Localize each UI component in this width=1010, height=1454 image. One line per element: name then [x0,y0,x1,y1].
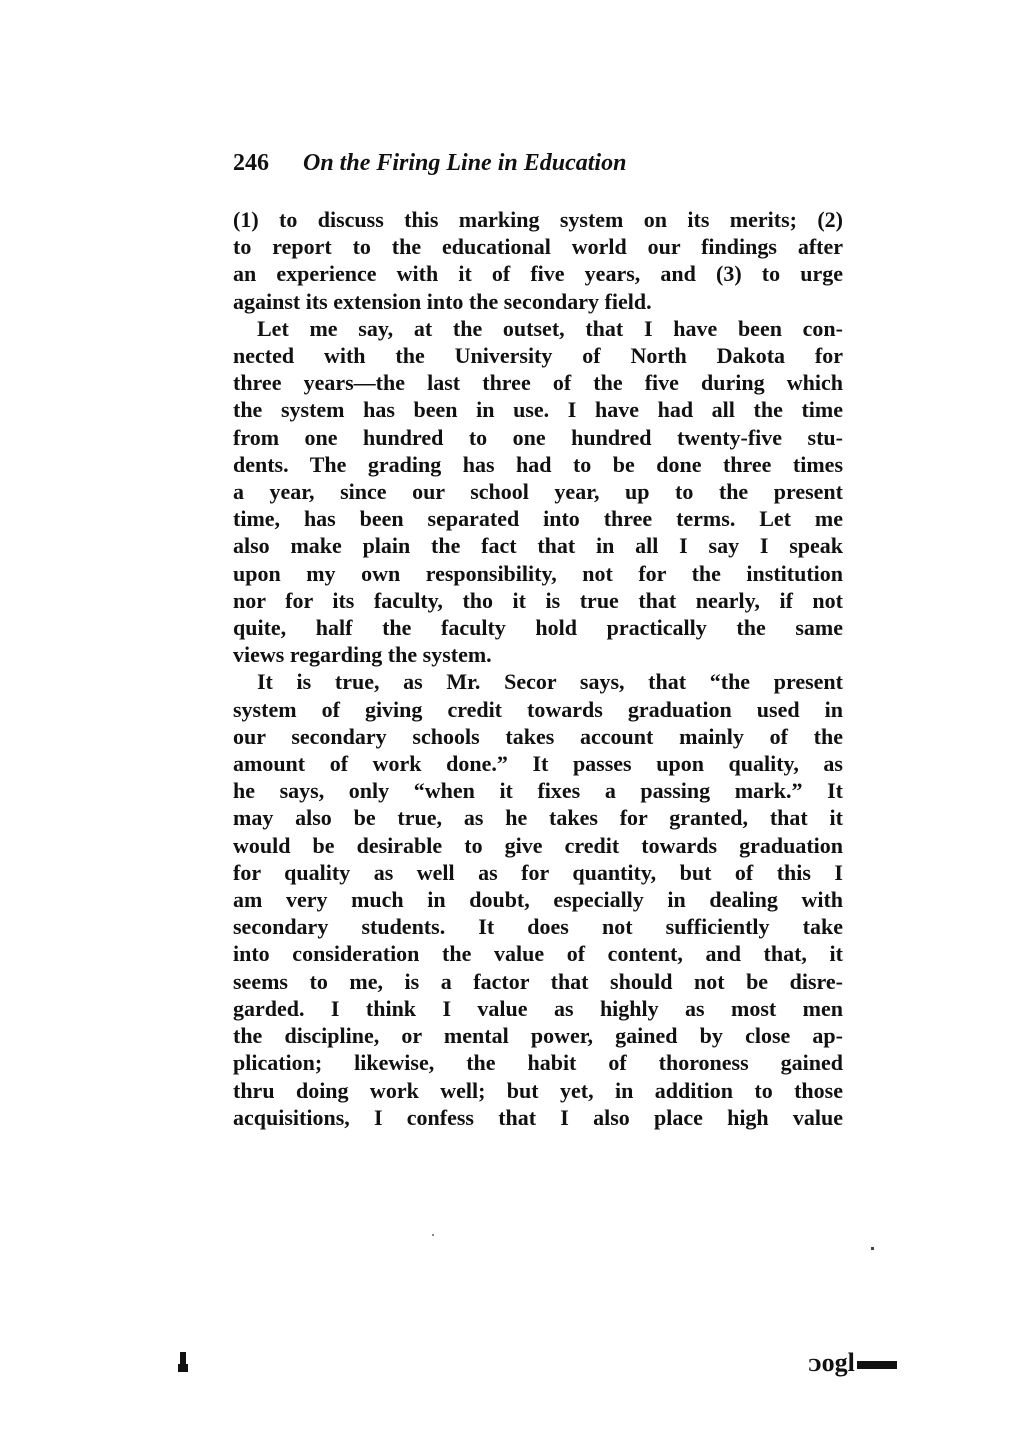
text-line: garded. I think I value as highly as most men [233,995,843,1021]
text-line: into consideration the value of content, and that, it [233,941,843,967]
text-line: plication; likewise, the habit of thoroness gained [233,1050,843,1076]
text-line: from one hundred to one hundred twenty-five stu- [233,424,843,450]
page-number: 246 [233,150,269,176]
text-line: for quality as well as for quantity, but of this I [233,859,843,885]
scan-watermark-text: ᴐogl [808,1348,855,1377]
text-line: a year, since our school year, up to the present [233,479,843,505]
text-line: three years—the last three of the five during which [233,370,843,396]
text-line: Let me say, at the outset, that I have been con- [257,315,843,341]
text-line: nor for its faculty, tho it is true that nearly, if not [233,587,843,613]
text-line: secondary students. It does not sufficiently take [233,914,843,940]
running-head [233,148,843,178]
running-title: On the Firing Line in Education [303,150,627,176]
text-line: dents. The grading has had to be done three times [233,451,843,477]
text-line: to report to the educational world our findings after [233,234,843,260]
text-line: the discipline, or mental power, gained by close ap- [233,1023,843,1049]
text-line: quite, half the faculty hold practically the same [233,615,843,641]
text-line: he says, only “when it fixes a passing mark.” It [233,778,843,804]
text-line: against its extension into the secondary field. [233,288,652,314]
text-line: seems to me, is a factor that should not be disre- [233,968,843,994]
text-line: time, has been separated into three terms. Let me [233,506,843,532]
scan-bar [857,1361,897,1369]
scan-mark [180,1352,186,1372]
text-line: thru doing work well; but yet, in addition to those [233,1077,843,1103]
body-text [233,206,843,1131]
text-line: (1) to discuss this marking system on its merits; (2) [233,207,843,232]
text-line: system of giving credit towards graduation used in [233,696,843,722]
scan-speck [871,1247,874,1250]
scan-speck [432,1234,434,1236]
text-line: the system has been in use. I have had all the time [233,397,843,423]
text-line: an experience with it of five years, and (3) to urge [233,261,843,287]
text-line: It is true, as Mr. Secor says, that “the present [257,669,843,695]
text-line: nected with the University of North Dakota for [233,343,843,369]
text-line: our secondary schools takes account mainly of the [233,723,843,749]
text-line: am very much in doubt, especially in dealing with [233,887,843,913]
text-line: may also be true, as he takes for granted, that it [233,805,843,831]
text-line: views regarding the system. [233,642,492,668]
text-line: would be desirable to give credit towards graduation [233,832,843,858]
scan-watermark-fragment [808,1348,897,1377]
text-line: acquisitions, I confess that I also place high value [233,1104,843,1130]
text-line: also make plain the fact that in all I say I speak [233,533,843,559]
text-line: amount of work done.” It passes upon quality, as [233,751,843,777]
text-line: upon my own responsibility, not for the institution [233,560,843,586]
